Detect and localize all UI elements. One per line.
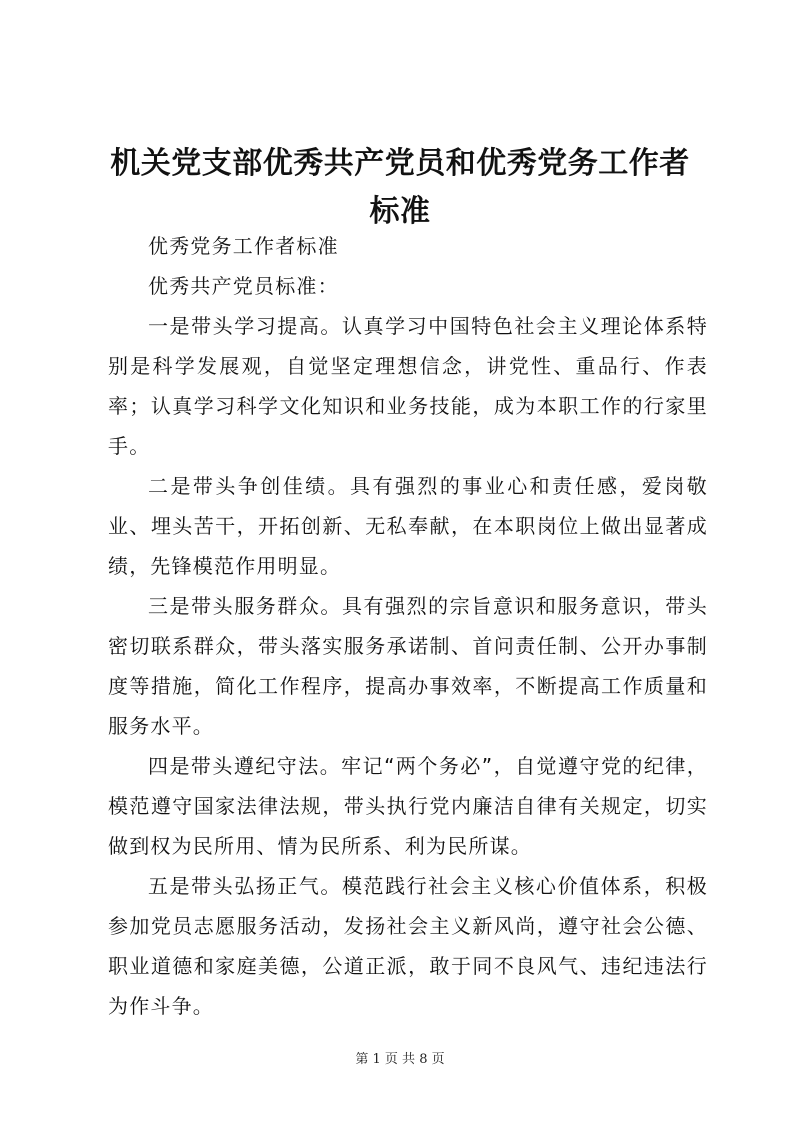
- paragraph-service: 三是带头服务群众。具有强烈的宗旨意识和服务意识，带头密切联系群众，带头落实服务承诺制、首问责任制、公开办事制度等措施，简化工作程序，提高办事效率，不断提高工作质量和服务水平。: [108, 594, 708, 738]
- page-number-footer: 第 1 页 共 8 页: [355, 1052, 445, 1067]
- paragraph-discipline: 四是带头遵纪守法。牢记“两个务必”，自觉遵守党的纪律，模范遵守国家法律法规，带头执行党内廉洁自律有关规定，切实做到权为民所用、情为民所系、利为民所谋。: [108, 754, 708, 858]
- paragraph-heading-party-worker: 优秀党务工作者标准: [148, 234, 339, 258]
- paragraph-heading-party-member: 优秀共产党员标准：: [148, 274, 339, 298]
- paragraph-integrity: 五是带头弘扬正气。模范践行社会主义核心价值体系，积极参加党员志愿服务活动，发扬社会主义新风尚，遵守社会公德、职业道德和家庭美德，公道正派，敢于同不良风气、违纪违法行为作斗争。: [108, 874, 708, 1018]
- document-body: [108, 226, 708, 1026]
- paragraph-achievement: 二是带头争创佳绩。具有强烈的事业心和责任感，爱岗敬业、埋头苦干，开拓创新、无私奉献，在本职岗位上做出显著成绩，先锋模范作用明显。: [108, 474, 708, 578]
- paragraph-study: 一是带头学习提高。认真学习中国特色社会主义理论体系特别是科学发展观，自觉坚定理想信念，讲党性、重品行、作表率；认真学习科学文化知识和业务技能，成为本职工作的行家里手。: [108, 314, 708, 458]
- document-title: 机关党支部优秀共产党员和优秀党务工作者标准: [110, 146, 690, 229]
